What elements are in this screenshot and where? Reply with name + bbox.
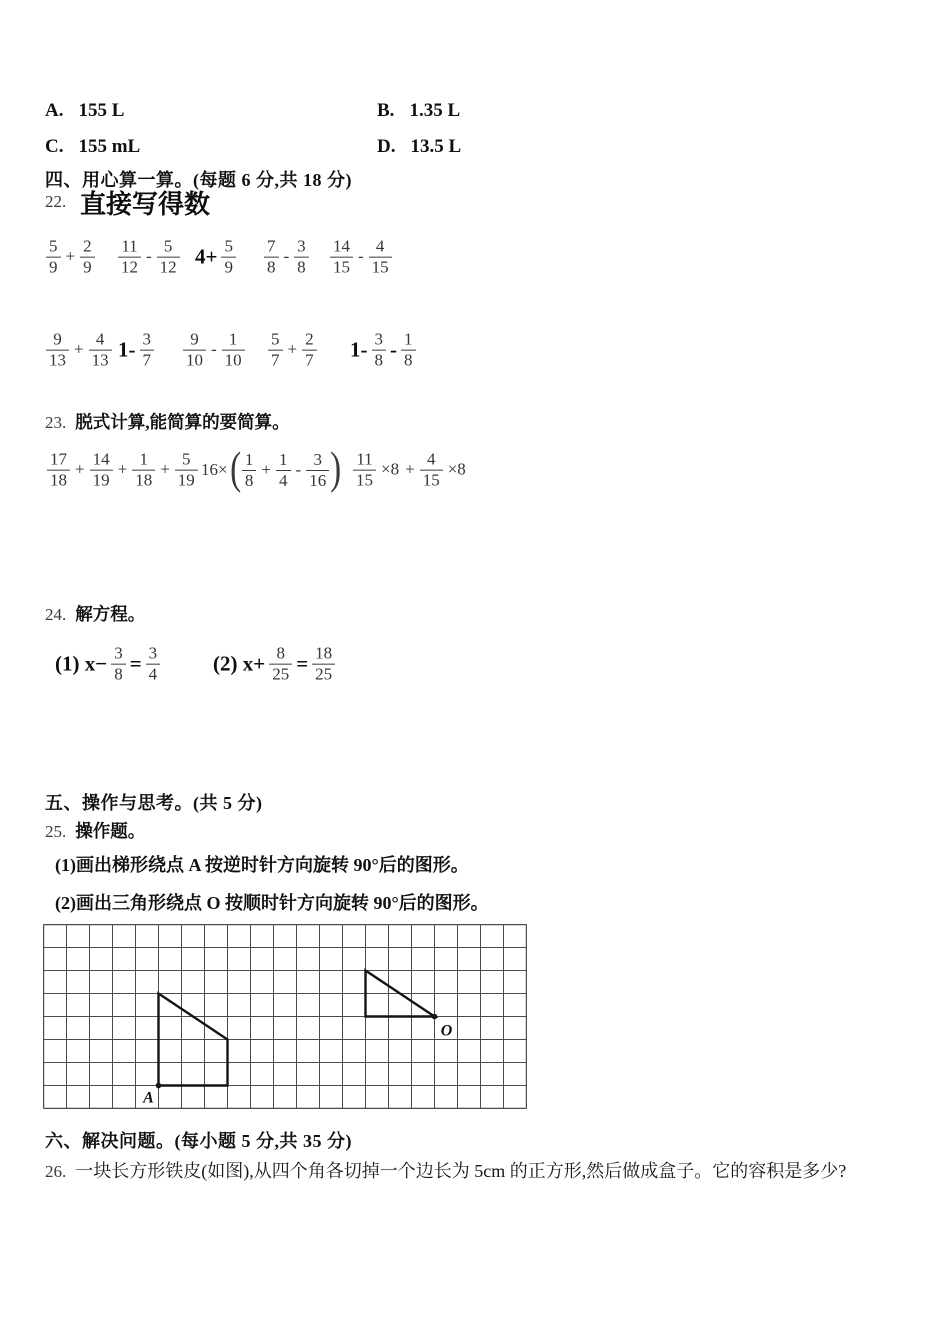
rotation-point-o <box>432 1014 438 1020</box>
math-expression <box>55 645 160 684</box>
choice-option-a <box>45 100 124 122</box>
math-expression <box>213 645 335 684</box>
math-token: 4+ <box>195 244 218 269</box>
math-token: (2) x+ <box>213 651 266 676</box>
math-token: - <box>295 460 302 479</box>
option-letter: A. <box>45 100 64 121</box>
fraction: $\frac{11}{12}$ <box>118 238 141 277</box>
math-expression <box>46 331 112 370</box>
math-token: + <box>65 247 76 266</box>
fraction: $\frac{5}{9}$ <box>46 238 61 277</box>
fraction: $\frac{1}{18}$ <box>132 451 155 490</box>
fraction: $\frac{1}{8}$ <box>401 331 416 370</box>
question-26-text: 一块长方形铁皮(如图),从四个角各切掉一个边长为 5cm 的正方形,然后做成盒子。它的容积是多少? <box>75 1161 847 1181</box>
point-label-a: A <box>143 1089 154 1107</box>
question-25-sub1: (1)画出梯形绕点 A 按逆时针方向旋转 90°后的图形。 <box>55 855 469 875</box>
fraction: $\frac{3}{7}$ <box>140 331 155 370</box>
choice-option-c <box>45 136 140 158</box>
math-token: + <box>74 340 84 359</box>
fraction: $\frac{2}{9}$ <box>80 238 95 277</box>
fraction: $\frac{3}{8}$ <box>111 645 126 684</box>
option-value: 155 L <box>78 100 125 121</box>
fraction: $\frac{9}{10}$ <box>183 331 206 370</box>
fraction: $\frac{3}{8}$ <box>294 238 309 277</box>
grid-figure <box>43 924 527 1114</box>
question-23-number: 23. <box>45 413 67 432</box>
math-token: + <box>160 460 170 479</box>
math-token: + <box>261 460 272 479</box>
question-25-number: 25. <box>45 822 67 841</box>
fraction: $\frac{18}{25}$ <box>312 645 335 684</box>
question-22-number: 22. <box>45 192 67 211</box>
question-22-title: 直接写得数 <box>80 190 211 219</box>
question-26-line <box>45 1157 846 1183</box>
fraction: $\frac{9}{13}$ <box>46 331 69 370</box>
math-token: ( <box>229 442 241 493</box>
section-heading-mental-math: 四、用心算一算。(每题 6 分,共 18 分) <box>45 170 352 190</box>
math-token: 1- <box>118 337 136 362</box>
section-heading-operation-thinking: 五、操作与思考。(共 5 分) <box>45 793 263 813</box>
question-23-title: 脱式计算,能简算的要简算。 <box>75 412 290 432</box>
option-value: 1.35 L <box>409 100 461 121</box>
option-letter: D. <box>377 136 396 157</box>
fraction: $\frac{5}{9}$ <box>221 238 236 277</box>
question-25-heading <box>45 818 145 843</box>
math-expression <box>195 238 236 277</box>
grid-figure-svg <box>43 924 527 1109</box>
choice-option-b <box>377 100 460 122</box>
fraction: $\frac{1}{8}$ <box>242 451 257 490</box>
fraction: $\frac{3}{4}$ <box>146 645 161 684</box>
fraction: $\frac{17}{18}$ <box>47 451 70 490</box>
fraction: $\frac{14}{15}$ <box>330 238 353 277</box>
math-expression <box>47 451 198 490</box>
math-expression <box>264 238 309 277</box>
question-24-number: 24. <box>45 605 67 624</box>
fraction: $\frac{4}{13}$ <box>89 331 112 370</box>
math-expression <box>118 331 154 370</box>
math-token: + <box>287 340 298 359</box>
question-26-number: 26. <box>45 1162 67 1181</box>
question-24-title: 解方程。 <box>75 604 146 624</box>
math-token: - <box>358 247 364 266</box>
fraction: $\frac{1}{10}$ <box>222 331 245 370</box>
math-token: - <box>390 337 397 362</box>
question-23-heading <box>45 409 290 434</box>
math-token: ×8 <box>381 460 400 479</box>
math-token: 16× <box>201 460 228 479</box>
math-expression <box>268 331 317 370</box>
math-token: ×8 <box>447 460 466 479</box>
fraction: $\frac{5}{7}$ <box>268 331 283 370</box>
math-token: (1) x− <box>55 651 108 676</box>
section-heading-problem-solving: 六、解决问题。(每小题 5 分,共 35 分) <box>45 1131 352 1151</box>
fraction: $\frac{3}{16}$ <box>306 451 329 490</box>
fraction: $\frac{3}{8}$ <box>372 331 387 370</box>
math-token: - <box>211 340 217 359</box>
option-value: 155 mL <box>78 136 141 157</box>
fraction: $\frac{5}{19}$ <box>175 451 198 490</box>
math-token: = <box>129 651 142 676</box>
fraction: $\frac{14}{19}$ <box>90 451 113 490</box>
math-token: ) <box>330 442 342 493</box>
question-24-heading <box>45 601 145 626</box>
math-token: + <box>75 460 85 479</box>
fraction: $\frac{2}{7}$ <box>302 331 317 370</box>
math-expression <box>118 238 180 277</box>
fraction: $\frac{7}{8}$ <box>264 238 279 277</box>
math-expression <box>330 238 392 277</box>
question-25-sub2: (2)画出三角形绕点 O 按顺时针方向旋转 90°后的图形。 <box>55 893 489 913</box>
point-label-o: O <box>440 1022 453 1040</box>
math-expression <box>46 238 95 277</box>
math-expression <box>183 331 245 370</box>
option-letter: B. <box>377 100 395 121</box>
fraction: $\frac{1}{4}$ <box>276 451 291 490</box>
math-expression <box>200 442 342 495</box>
math-token: - <box>146 247 152 266</box>
option-letter: C. <box>45 136 64 157</box>
choice-option-d <box>377 136 461 158</box>
math-token: 1- <box>350 337 368 362</box>
math-token: + <box>405 460 415 479</box>
rotation-point-a <box>156 1083 162 1089</box>
math-token: + <box>117 460 128 479</box>
question-25-title: 操作题。 <box>75 821 146 841</box>
fraction: $\frac{4}{15}$ <box>420 451 443 490</box>
fraction: $\frac{5}{12}$ <box>157 238 180 277</box>
math-expression <box>353 451 467 490</box>
math-token: - <box>283 247 290 266</box>
fraction: $\frac{8}{25}$ <box>269 645 292 684</box>
math-expression <box>350 331 416 370</box>
fraction: $\frac{4}{15}$ <box>369 238 392 277</box>
option-value: 13.5 L <box>410 136 462 157</box>
math-token: = <box>296 651 309 676</box>
fraction: $\frac{11}{15}$ <box>353 451 376 490</box>
